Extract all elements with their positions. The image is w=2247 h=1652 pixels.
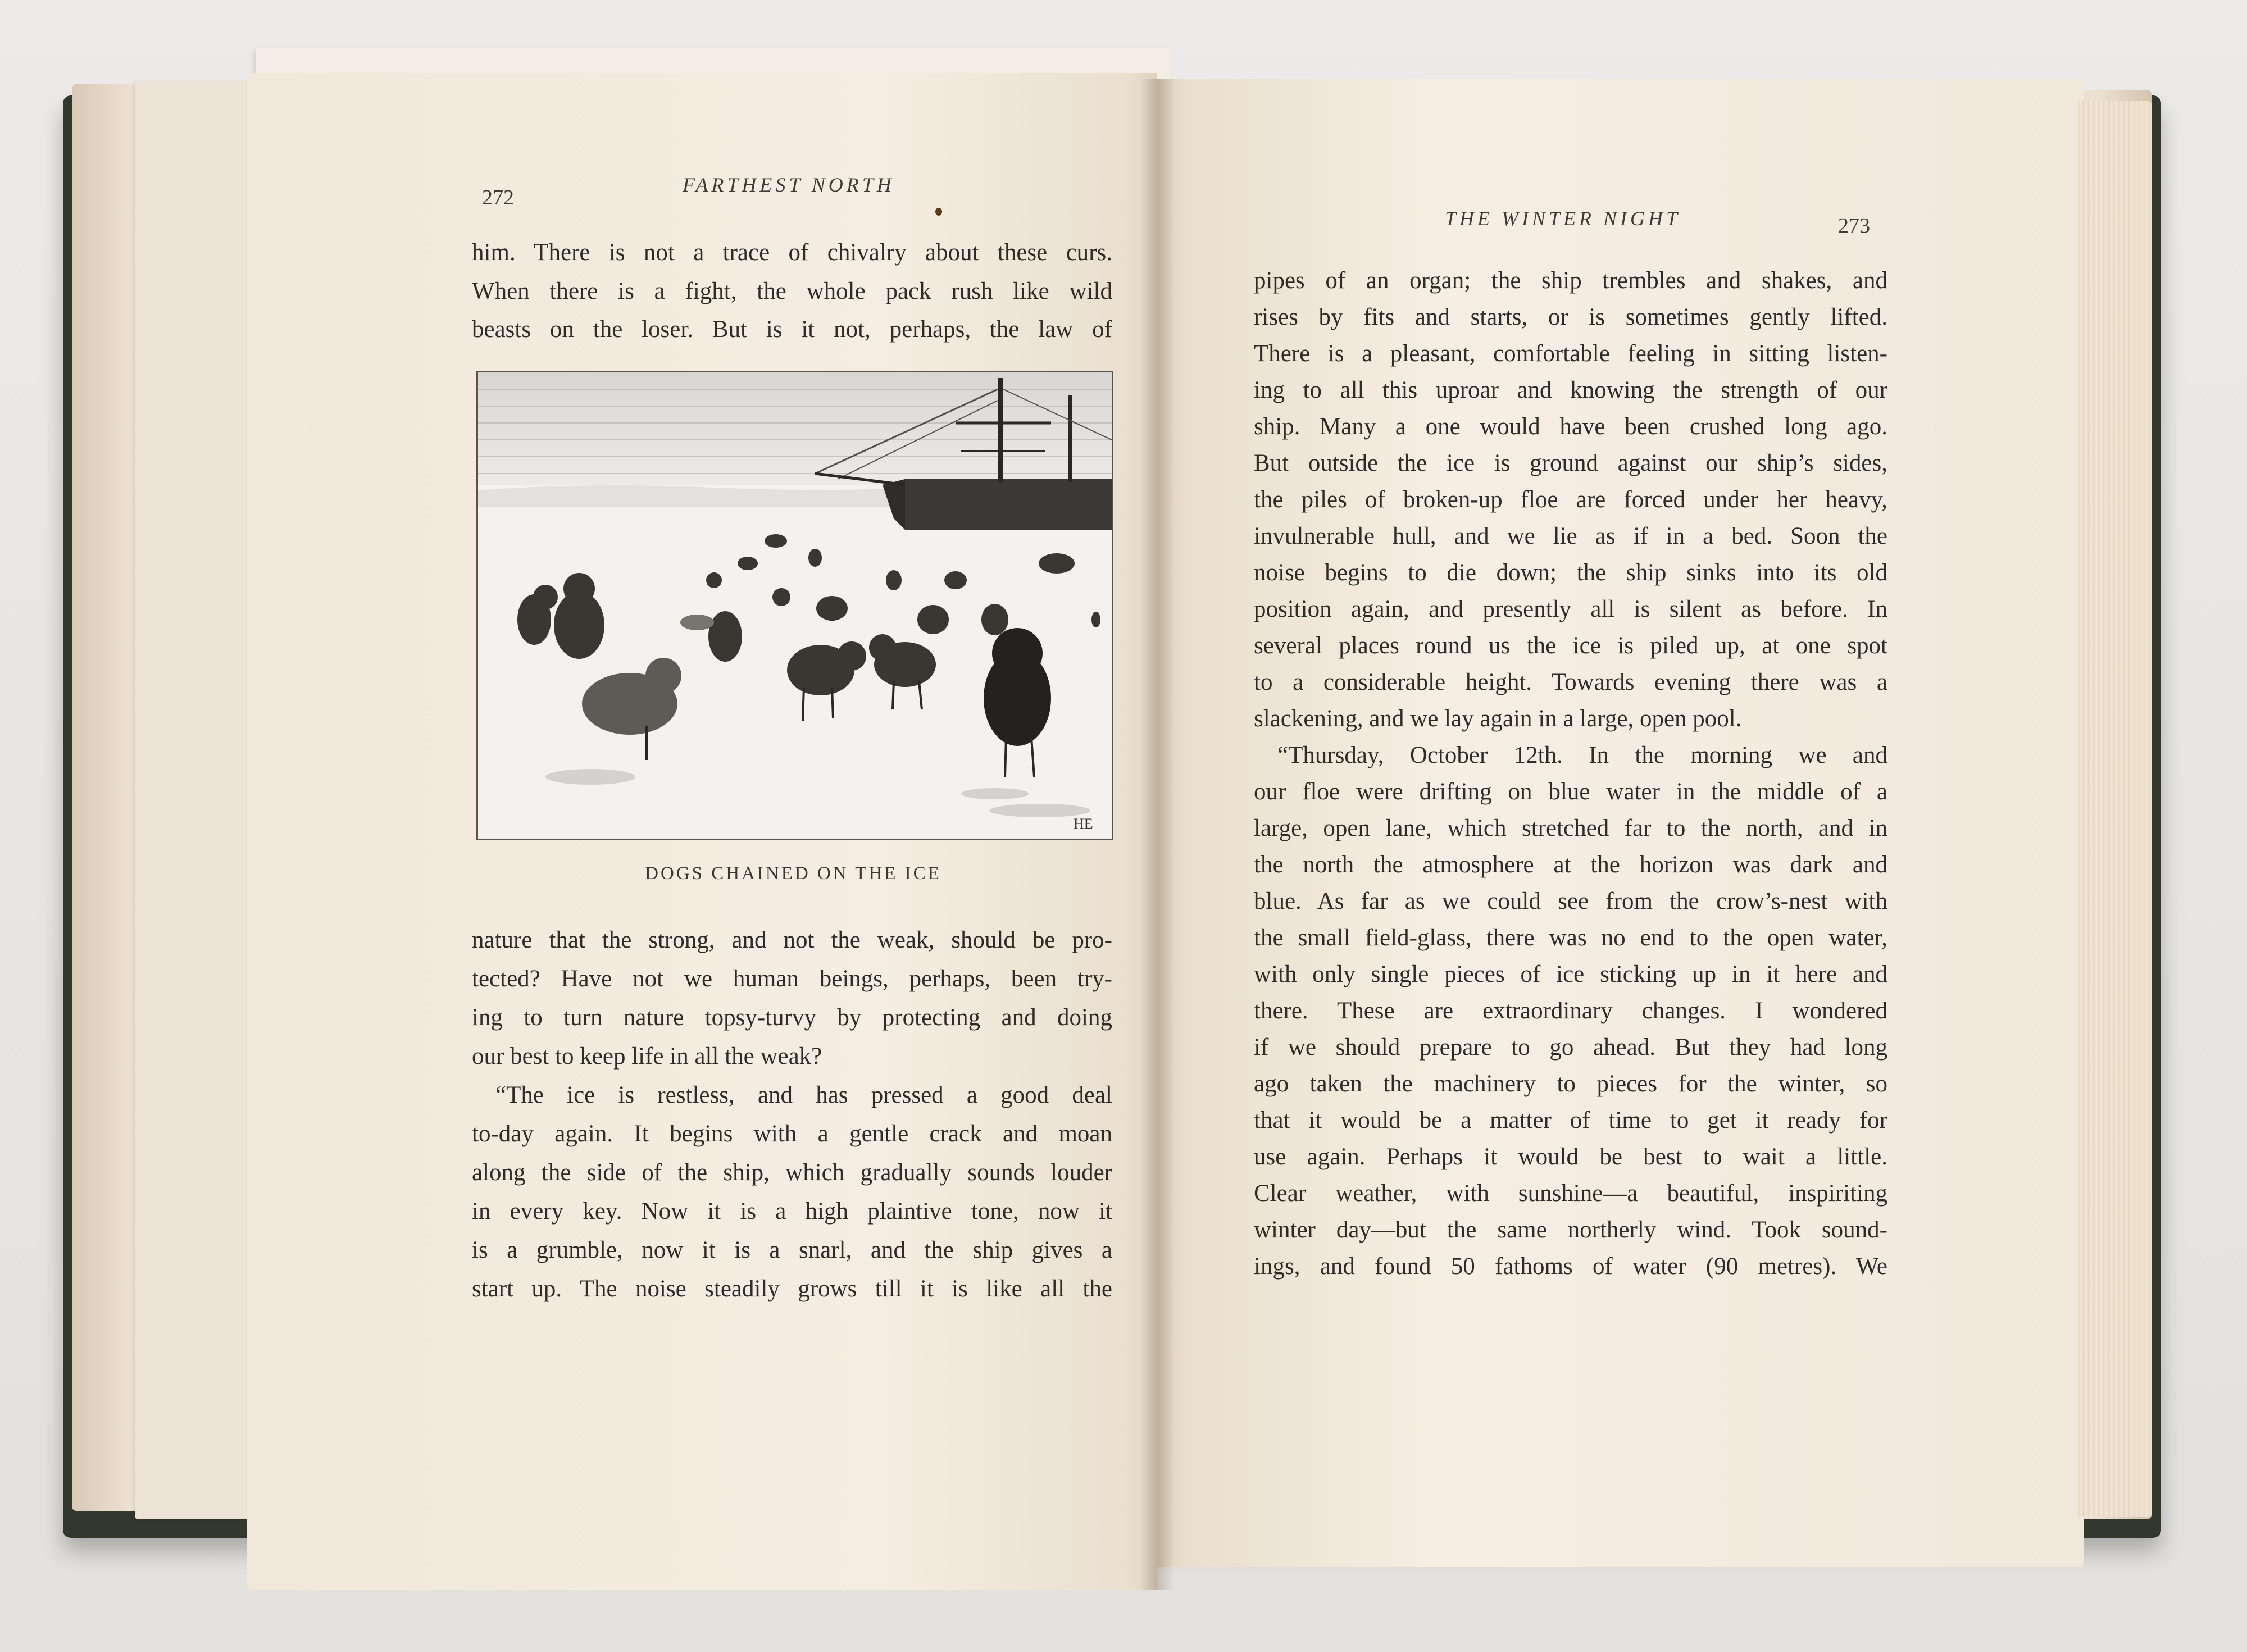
text-line: along the side of the ship, which gradually sounds louder bbox=[472, 1159, 1112, 1186]
text-line: ing to turn nature topsy-turvy by protecting and doing bbox=[472, 1004, 1112, 1031]
page-edges bbox=[2078, 101, 2152, 1517]
text-line: tected? Have not we human beings, perhaps, been try- bbox=[472, 966, 1112, 992]
text-line: beasts on the loser. But is it not, perhaps, the law of bbox=[472, 316, 1112, 343]
illustration-signature: HE bbox=[1074, 816, 1093, 832]
text-line: pipes of an organ; the ship trembles and shakes, and bbox=[1254, 267, 1887, 294]
text-line: noise begins to die down; the ship sinks into its old bbox=[1254, 559, 1887, 586]
text-line: winter day—but the same northerly wind. Took sound- bbox=[1254, 1217, 1887, 1243]
text-line: with only single pieces of ice sticking up in it here and bbox=[1254, 961, 1887, 987]
text-line: slackening, and we lay again in a large, open pool. bbox=[1254, 706, 1742, 732]
text-line: use again. Perhaps it would be best to wait a little. bbox=[1254, 1144, 1887, 1170]
text-line: nature that the strong, and not the weak, should be pro- bbox=[472, 927, 1112, 953]
text-line: ing to all this uproar and knowing the strength of our bbox=[1254, 377, 1887, 403]
text-line: ago taken the machinery to pieces for the winter, so bbox=[1254, 1071, 1887, 1097]
left-running-head: FARTHEST NORTH bbox=[683, 174, 895, 196]
text-line: the piles of broken-up floe are forced under her heavy, bbox=[1254, 486, 1887, 513]
text-line: to-day again. It begins with a gentle crack and moan bbox=[472, 1121, 1112, 1147]
text-line: ship. Many a one would have been crushed long ago. bbox=[1254, 413, 1887, 440]
text-line: position again, and presently all is silent as before. In bbox=[1254, 596, 1887, 622]
text-line: in every key. Now it is a high plaintive tone, now it bbox=[472, 1198, 1112, 1225]
illustration-caption: DOGS CHAINED ON THE ICE bbox=[645, 863, 941, 884]
right-page-number: 273 bbox=[1838, 214, 1870, 238]
text-line: our floe were drifting on blue water in the middle of a bbox=[1254, 779, 1887, 805]
right-running-head: THE WINTER NIGHT bbox=[1445, 207, 1681, 230]
text-line: the north the atmosphere at the horizon was dark and bbox=[1254, 852, 1887, 878]
text-line: blue. As far as we could see from the crow’s-nest with bbox=[1254, 888, 1887, 914]
text-line: our best to keep life in all the weak? bbox=[472, 1043, 822, 1070]
text-line: When there is a fight, the whole pack rush like wild bbox=[472, 278, 1112, 304]
text-line: that it would be a matter of time to get it ready for bbox=[1254, 1107, 1887, 1134]
text-line: if we should prepare to go ahead. But they had long bbox=[1254, 1034, 1887, 1061]
left-page-number: 272 bbox=[482, 186, 514, 210]
text-line: start up. The noise steadily grows till it is like all the bbox=[472, 1276, 1112, 1302]
text-line: But outside the ice is ground against our ship’s sides, bbox=[1254, 450, 1887, 476]
text-line: rises by fits and starts, or is sometimes gently lifted. bbox=[1254, 304, 1887, 330]
text-line: ings, and found 50 fathoms of water (90 metres). We bbox=[1254, 1253, 1887, 1280]
text-line: There is a pleasant, comfortable feeling in sitting listen- bbox=[1254, 340, 1887, 367]
text-line: several places round us the ice is piled up, at one spot bbox=[1254, 632, 1887, 659]
text-line: large, open lane, which stretched far to the north, and in bbox=[1254, 815, 1887, 841]
illustration-dogs-on-ice bbox=[476, 371, 1113, 840]
text-line: to a considerable height. Towards evening there was a bbox=[1254, 669, 1887, 695]
text-line: invulnerable hull, and we lie as if in a bed. Soon the bbox=[1254, 523, 1887, 549]
text-line: “Thursday, October 12th. In the morning we and bbox=[1277, 742, 1887, 768]
text-line: is a grumble, now it is a snarl, and the ship gives a bbox=[472, 1237, 1112, 1263]
text-line: there. These are extraordinary changes. I wondered bbox=[1254, 998, 1887, 1024]
text-line: the small field-glass, there was no end to the open water, bbox=[1254, 925, 1887, 951]
book-gutter bbox=[1140, 79, 1174, 1590]
text-line: “The ice is restless, and has pressed a good deal bbox=[495, 1082, 1112, 1108]
text-line: Clear weather, with sunshine—a beautiful, inspiriting bbox=[1254, 1180, 1887, 1207]
text-line: him. There is not a trace of chivalry about these curs. bbox=[472, 239, 1112, 266]
ink-spot bbox=[935, 208, 942, 216]
